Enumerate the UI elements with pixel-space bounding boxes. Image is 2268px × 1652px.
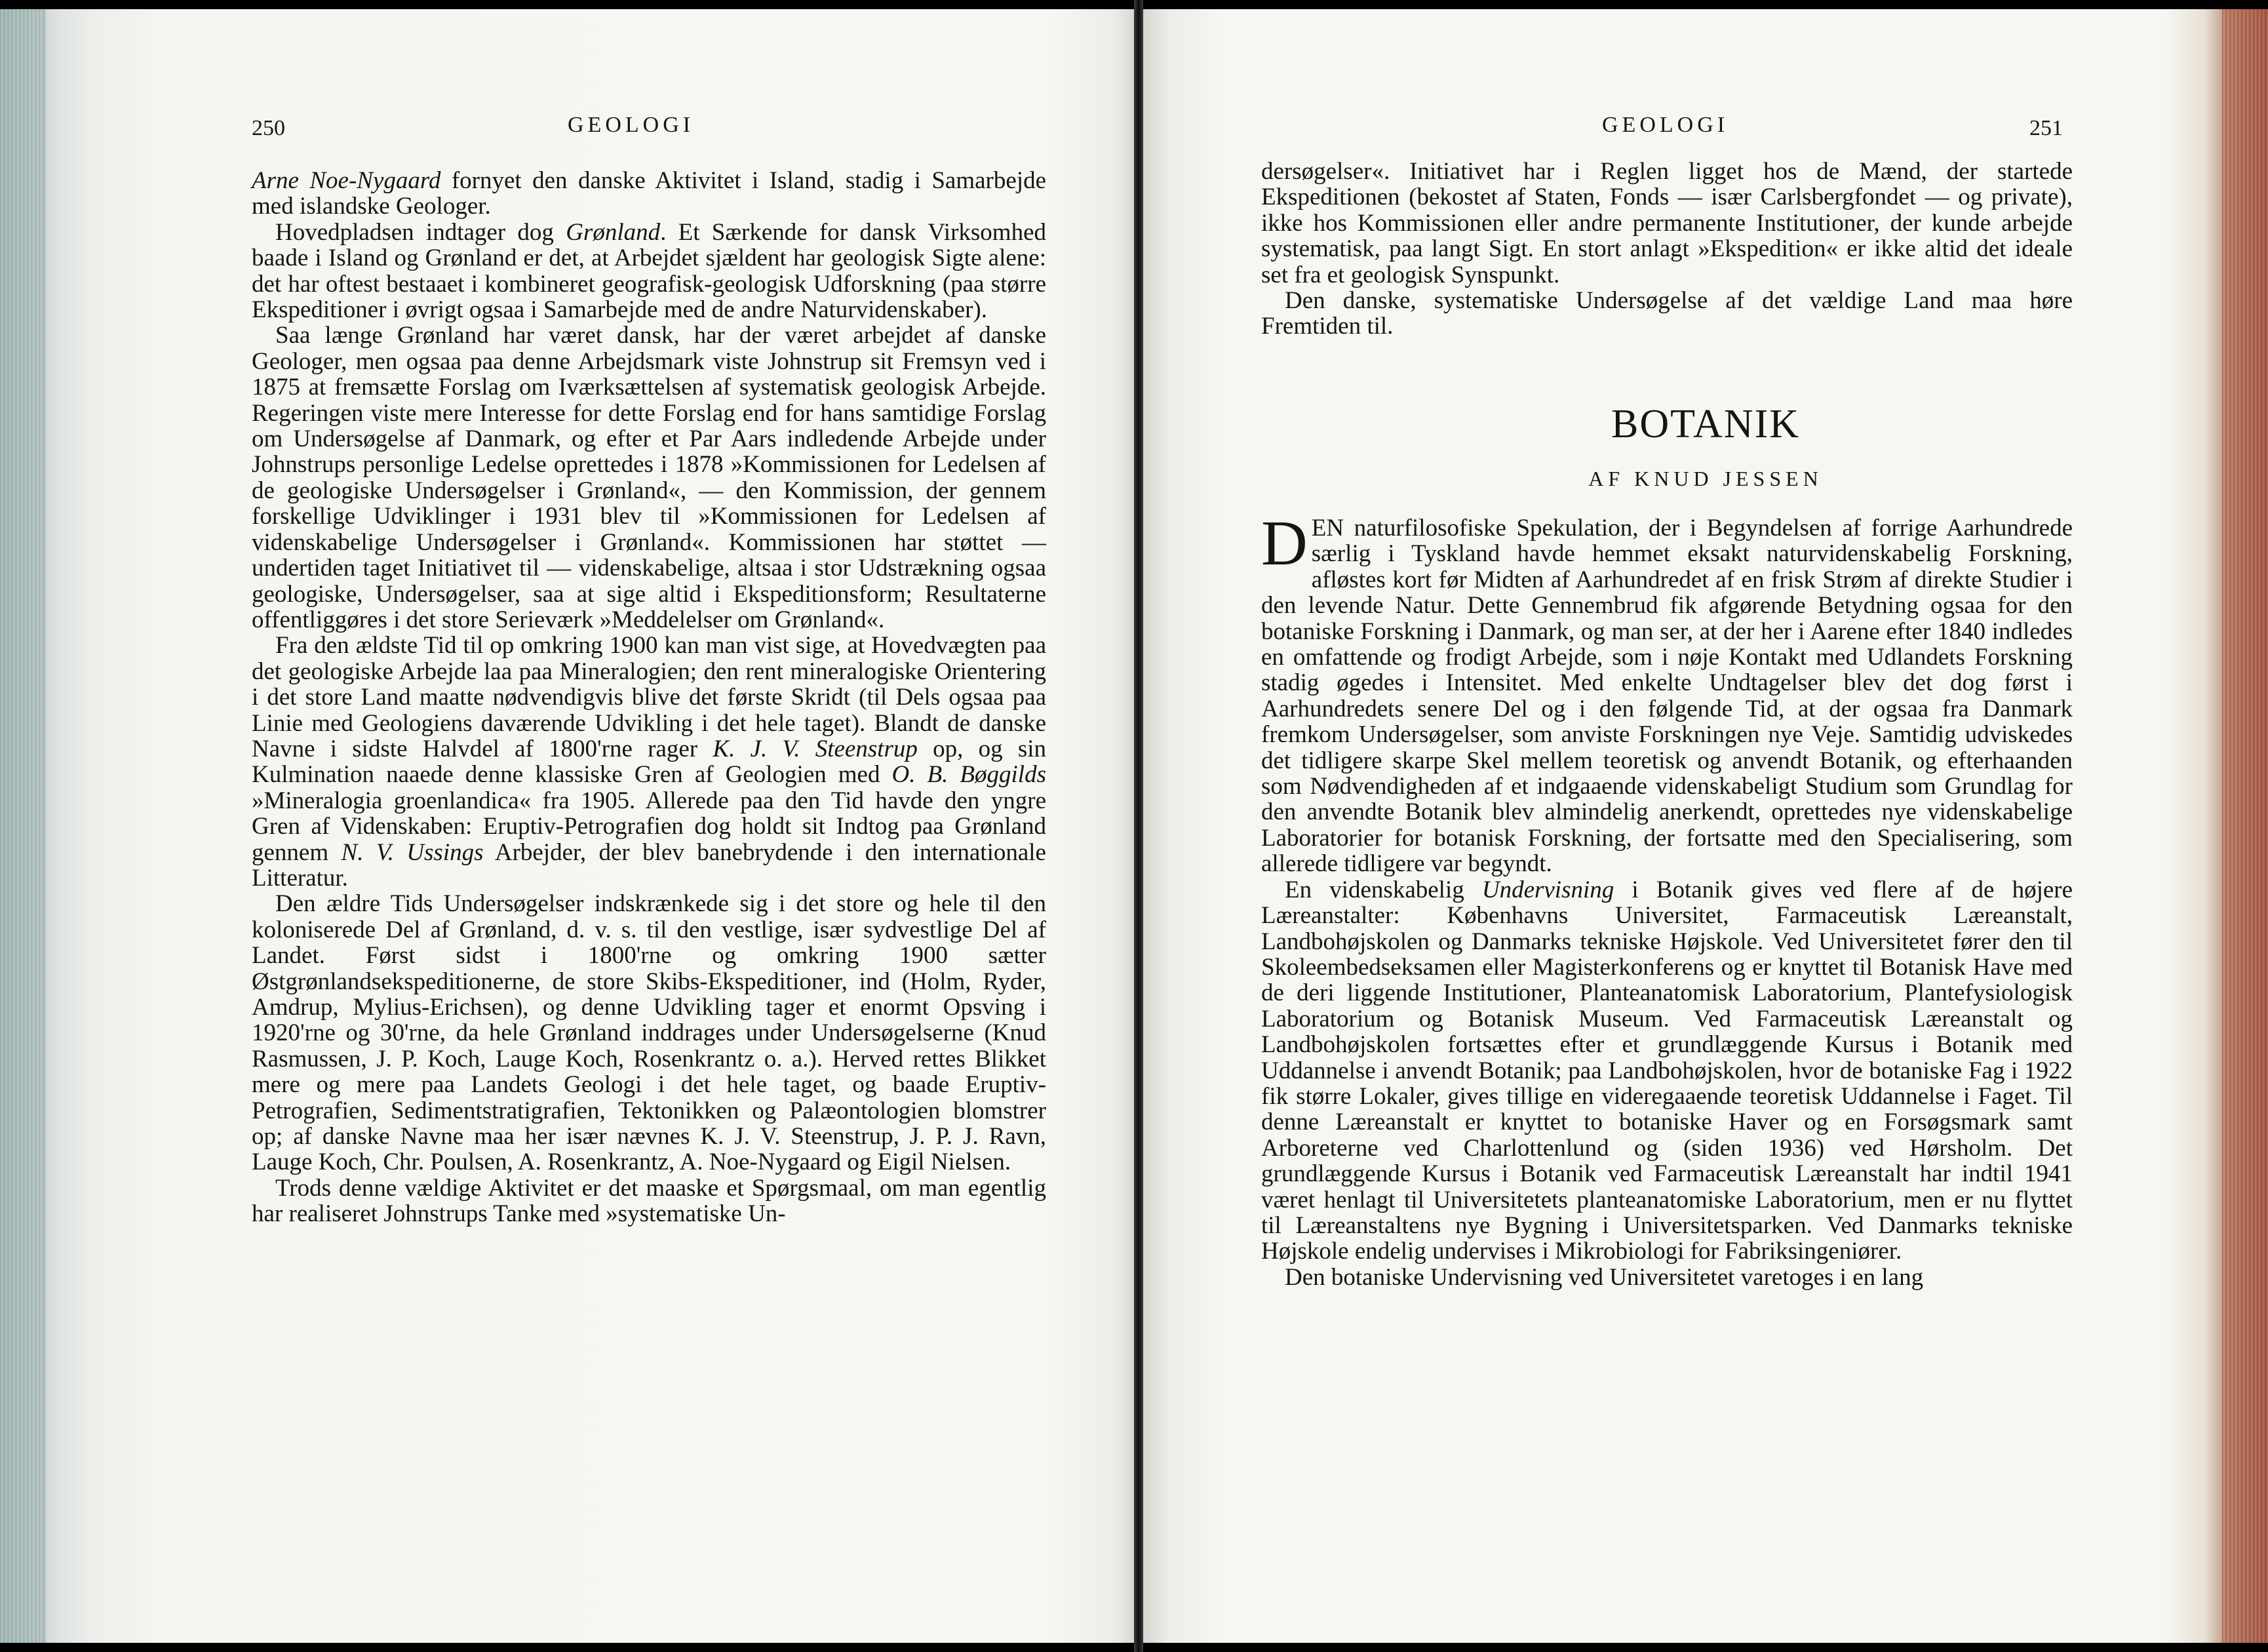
italic-text: N. V. Ussings: [341, 838, 484, 866]
right-page: [1143, 9, 2268, 1643]
paragraph: [1261, 508, 2073, 878]
italic-text: K. J. V. Steenstrup: [713, 735, 918, 762]
paragraph: [252, 1175, 1046, 1227]
paragraph: [252, 168, 1046, 220]
text-run: Den botaniske Undervisning ved Universitetet varetoges i en lang: [1285, 1263, 1924, 1291]
paragraph: [1261, 877, 2073, 1265]
italic-text: O. B. Bøggilds: [891, 761, 1046, 789]
left-page: [0, 9, 1134, 1643]
paragraph: [1261, 159, 2073, 288]
section-byline: AF KNUD JESSEN: [1588, 467, 1823, 490]
text-run: Arbejder, der blev banebrydende i den internationale Litteratur.: [252, 838, 1046, 892]
drop-cap: D: [1261, 508, 1308, 579]
text-run: . Et Særkende for dansk Virksomhed baade i Island og Grønland er det, at Arbejdet sjældent har geologisk Sigte alene: det har oftest bestaaet i kombineret geografisk-geologisk Udforskning (paa større Ekspeditioner i øvrigt ogsaa i Samarbejde med de andre Naturvidenskaber).: [252, 218, 1046, 324]
body-text: [252, 168, 1046, 1227]
text-run: Den ældre Tids Undersøgelser indskrænkede sig i det store og hele til den koloniserede Del af Grønland, d. v. s. til den vestlige, især sydvestlige Del af Landet. Først sidst i 1800'rne og omkring 1900 sætter Østgrønlandsekspeditionerne, de store Skibs-Ekspeditioner, ind (Holm, Ryder, Amdrup, Mylius-Erichsen), og denne Udvikling tager et enormt Opsving i 1920'rne og 30'rne, da hele Grønland inddrages under Undersøgelserne (Knud Rasmussen, J. P. Koch, Lauge Koch, Rosenkrantz o. a.). Herved rettes Blikket mere og mere paa Landets Geologi i det hele taget, og baade Eruptiv-Petrografien, Sedimentstratigrafien, Tektonikken og Palæontologien blomstrer op; af danske Navne maa her især nævnes K. J. V. Steenstrup, J. P. J. Ravn, Lauge Koch, Chr. Poulsen, A. Rosenkrantz, A. Noe-Nygaard og Eigil Nielsen.: [252, 890, 1046, 1176]
text-run: dersøgelser«. Initiativet har i Reglen ligget hos de Mænd, der startede Ekspeditionen (bekostet af Staten, Fonds — især Carlsbergfondet — og private), ikke hos Kommissionen eller andre permanente Institutioner, der kunde arbejde systematisk, paa langt Sigt. En stort anlagt »Ekspedition« er ikke altid det ideale set fra et geologisk Synspunkt.: [1261, 158, 2073, 288]
text-run: »Mineralogia groenlandica« fra 1905. Allerede paa den Tid havde den yngre Gren af Videnskaben: Eruptiv-Petrografien dog holdt sit Indtog paa Grønland gennem: [252, 787, 1046, 866]
text-run: Den danske, systematiske Undersøgelse af det vældige Land maa høre Fremtiden til.: [1261, 287, 2073, 340]
section-title: BOTANIK: [1611, 402, 1800, 446]
section-body-text: [1261, 508, 2073, 1291]
running-head: GEOLOGI: [568, 113, 695, 137]
text-run: Hovedpladsen indtager dog: [275, 218, 566, 246]
page-number: 251: [2029, 116, 2063, 140]
paragraph: [252, 891, 1046, 1175]
text-run: En videnskabelig: [1285, 876, 1482, 903]
paragraph: [252, 323, 1046, 633]
paragraph: [1261, 288, 2073, 340]
text-run: i Botanik gives ved flere af de højere Læreanstalter: Københavns Universitet, Farmaceutisk Læreanstalt, Landbohøjskolen og Danmarks tekniske Højskole. Ved Universitetet fører den til Skoleembedseksamen eller Magisterkonferens og er knyttet til Botanisk Have med de deri liggende Institutioner, Planteanatomisk Laboratorium, Plantefysiologisk Laboratorium og Botanisk Museum. Ved Farmaceutisk Læreanstalt og Landbohøjskolen fortsættes efter et grundlæggende Kursus i Botanik med Uddannelse i anvendt Botanik; paa Landbohøjskolen, hvor de botaniske Fag i 1922 fik større Lokaler, gives tillige en videregaaende teoretisk Uddannelse i Faget. Til denne Læreanstalt er knyttet to botaniske Haver og en Forsøgsmark samt Arboreterne ved Charlottenlund og (siden 1936) ved Hørsholm. Det grundlæggende Kursus i Botanik ved Farmaceutisk Læreanstalt har indtil 1941 været henlagt til Universitetets planteanatomiske Laboratorium, men er nu flyttet til Læreanstaltens nye Bygning i Universitetsparken. Ved Danmarks tekniske Højskole endelig undervises i Mikrobiologi for Fabriksingeniører.: [1261, 876, 2073, 1265]
italic-text: Grønland: [566, 218, 661, 246]
text-run: op, og sin Kulmination naaede denne klassiske Gren af Geologien med: [252, 735, 1046, 789]
paragraph: [252, 220, 1046, 323]
paragraph: [252, 633, 1046, 891]
body-text-top: [1261, 159, 2073, 340]
italic-text: Arne Noe-Nygaard: [252, 167, 441, 194]
page-edges-right: [2222, 9, 2268, 1643]
paragraph: [1261, 1265, 2073, 1290]
page-edges-left: [0, 9, 46, 1643]
text-run: Fra den ældste Tid til op omkring 1900 kan man vist sige, at Hovedvægten paa det geologiske Arbejde laa paa Mineralogien; den rent mineralogiske Orientering i det store Land maatte nødvendigvis blive det første Skridt (til Dels ogsaa paa Linie med Geologiens daværende Udvikling i det hele taget). Blandt de danske Navne i sidste Halvdel af 1800'rne rager: [252, 632, 1046, 762]
text-run: Trods denne vældige Aktivitet er det maaske et Spørgsmaal, om man egentlig har realiseret Johnstrups Tanke med »systematiske Un-: [252, 1174, 1046, 1228]
italic-text: Undervisning: [1481, 876, 1614, 903]
text-run: EN naturfilosofiske Spekulation, der i Begyndelsen af forrige Aarhundrede særlig i Tyskland havde hemmet eksakt naturvidenskabelig Forskning, afløstes kort før Midten af Aarhundredet af en frisk Strøm af direkte Studier i den levende Natur. Dette Gennembrud fik afgørende Betydning ogsaa for den botaniske Forskning i Danmark, og man ser, at der her i Aarene efter 1840 indledes en omfattende og frodigt Arbejde, som i nøje Kontakt med Udlandets Forskning stadig øgedes i Intensitet. Med enkelte Undtagelser blev det dog først i Aarhundredets senere Del og i den følgende Tid, at der ogsaa fra Danmark fremkom Undersøgelser, som anviste Forskningen nye Veje. Samtidig udviskedes det tidligere skarpe Skel mellem teoretisk og anvendt Botanik, og efterhaanden som Nødvendigheden af et indgaaende videnskabeligt Studium som Grundlag for den anvendte Botanik blev almindelig anerkendt, oprettedes nye videnskabelige Laboratorier for botanisk Forskning, der fortsatte med den Specialisering, som allerede tidligere var begyndt.: [1261, 515, 2073, 878]
book-spine: [1134, 0, 1143, 1652]
page-number: 250: [252, 116, 285, 140]
running-head: GEOLOGI: [1602, 113, 1729, 137]
text-run: Saa længe Grønland har været dansk, har der været arbejdet af danske Geologer, men ogsaa paa denne Arbejdsmark viste Johnstrup sit Fremsyn ved i 1875 at fremsætte Forslag om Iværksættelsen af systematisk geologisk Arbejde. Regeringen viste mere Interesse for dette Forslag end for hans samtidige Forslag om Undersøgelse af Danmark, og efter et Par Aars indledende Arbejde under Johnstrups personlige Ledelse oprettedes i 1878 »Kommissionen for Ledelsen af de geologiske Undersøgelser i Grønland«, — den Kommission, der gennem forskellige Udviklinger i 1931 blev til »Kommissionen for Ledelsen af videnskabelige Undersøgelser i Grønland«. Kommissionen har støttet — undertiden taget Initiativet til — videnskabelige, altsaa i stor Udstrækning ogsaa geologiske, Undersøgelser, saa at sige altid i Ekspeditionsform; Resultaterne offentliggøres i det store Serieværk »Meddelelser om Grønland«.: [252, 322, 1046, 633]
text-run: fornyet den danske Aktivitet i Island, stadig i Samarbejde med islandske Geologer.: [252, 167, 1046, 220]
